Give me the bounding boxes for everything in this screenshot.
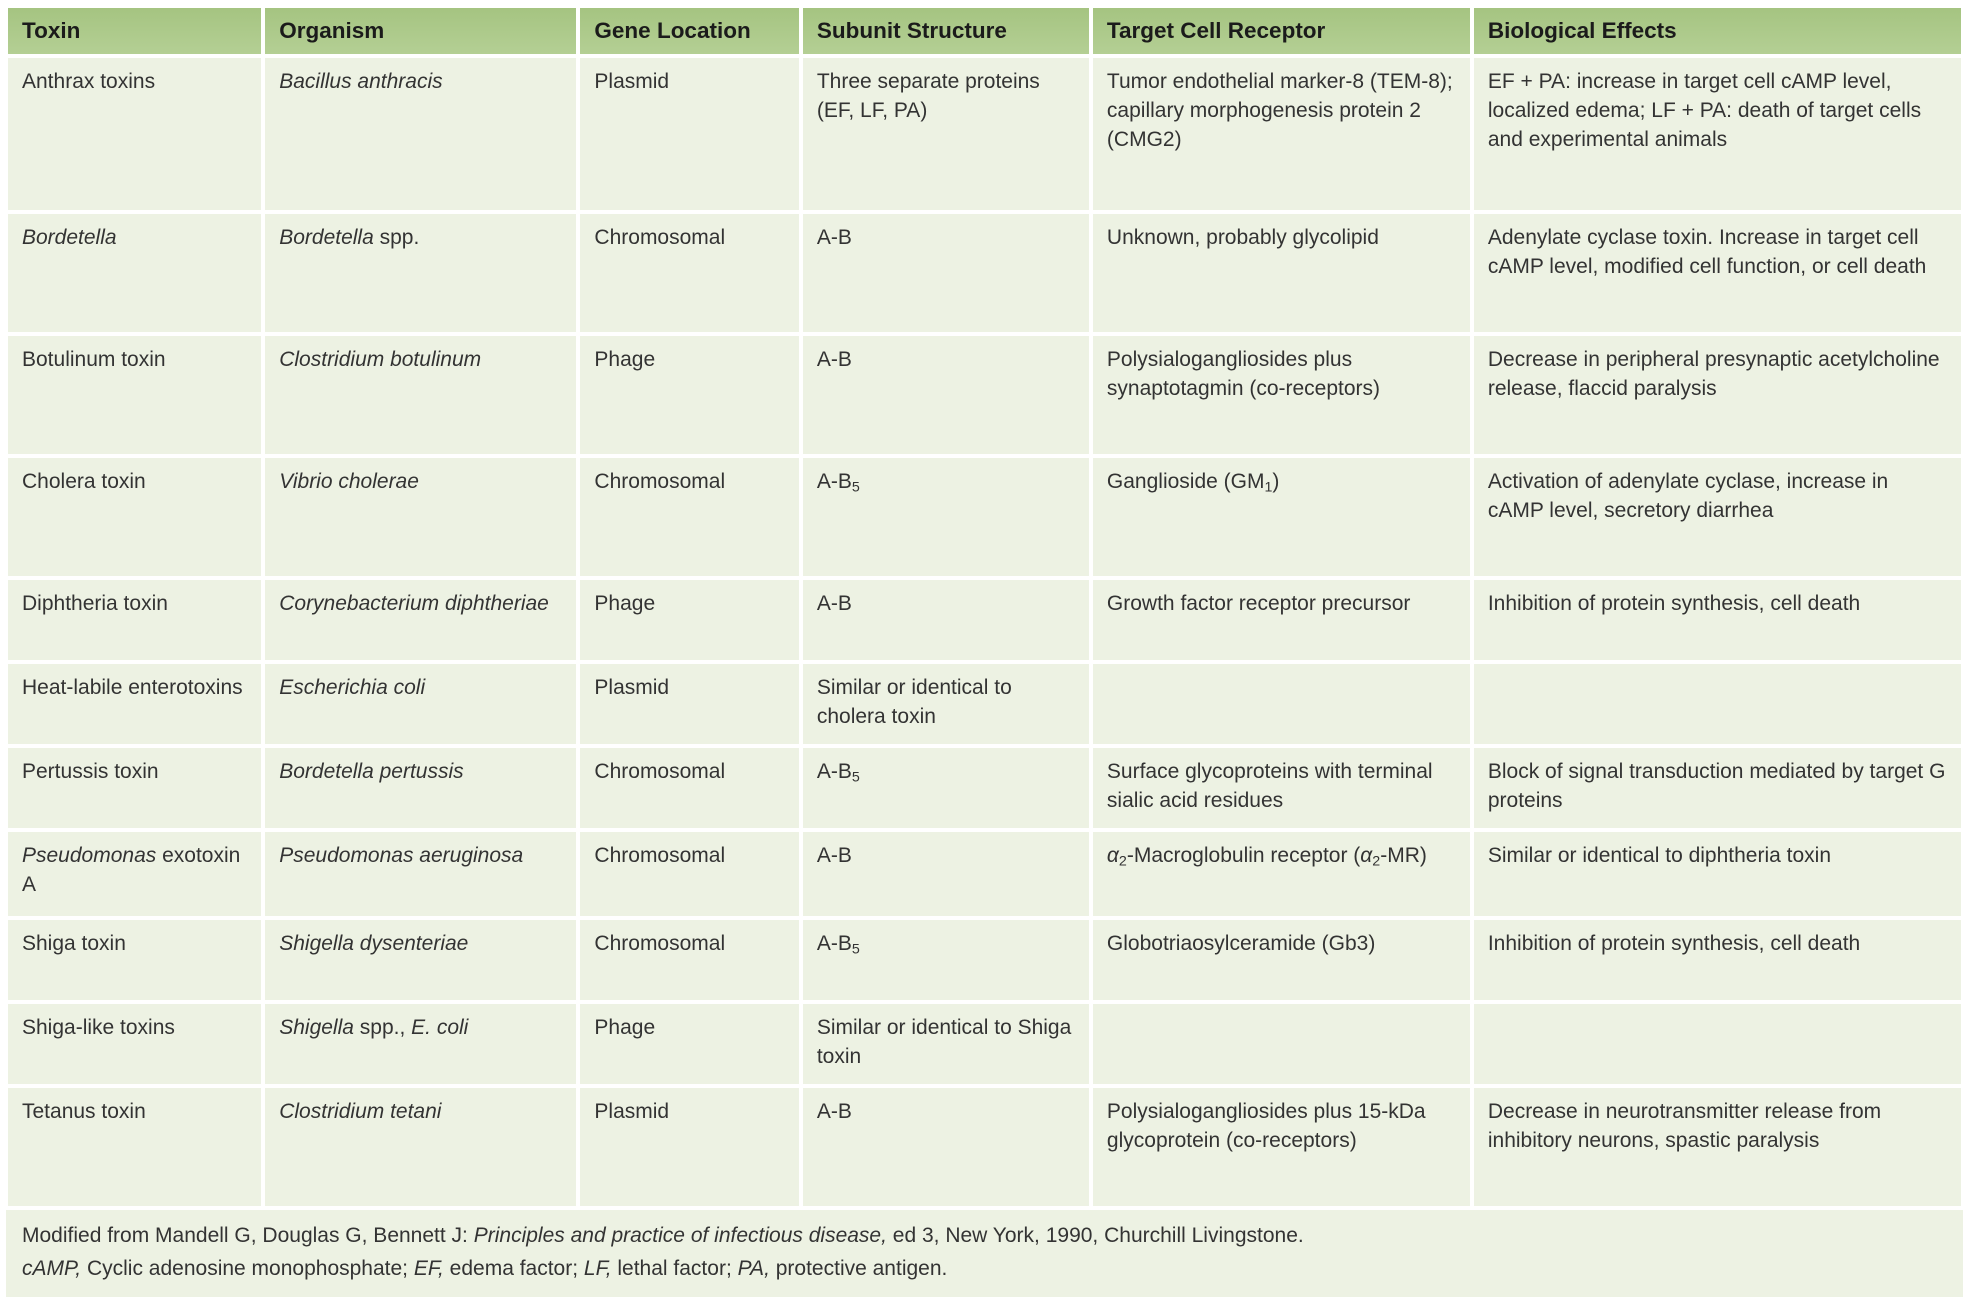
table-body: [8, 58, 1961, 1206]
table-cell: Phage: [580, 580, 798, 660]
table-cell: Shiga toxin: [8, 920, 261, 1000]
table-cell: Tetanus toxin: [8, 1088, 261, 1206]
table-row: [8, 214, 1961, 332]
table-cell: Anthrax toxins: [8, 58, 261, 210]
table-cell: Escherichia coli: [265, 664, 576, 744]
table-cell: Decrease in peripheral presynaptic acetylcholine release, flaccid paralysis: [1474, 336, 1961, 454]
table-cell: Clostridium tetani: [265, 1088, 576, 1206]
table-cell: Surface glycoproteins with terminal sialic acid residues: [1093, 748, 1470, 828]
table-cell: Decrease in neurotransmitter release from inhibitory neurons, spastic paralysis: [1474, 1088, 1961, 1206]
table-cell: Chromosomal: [580, 832, 798, 916]
table-cell: Shiga-like toxins: [8, 1004, 261, 1084]
table-cell: EF + PA: increase in target cell cAMP level, localized edema; LF + PA: death of target cells and experimental animals: [1474, 58, 1961, 210]
table-cell: Unknown, probably glycolipid: [1093, 214, 1470, 332]
table-cell: Plasmid: [580, 664, 798, 744]
table-cell: Chromosomal: [580, 920, 798, 1000]
table-cell: Bordetella: [8, 214, 261, 332]
column-header: Biological Effects: [1474, 8, 1961, 54]
table-cell: Shigella dysenteriae: [265, 920, 576, 1000]
toxin-table: [4, 4, 1965, 1210]
table-cell: Bacillus anthracis: [265, 58, 576, 210]
table-cell: Block of signal transduction mediated by target G proteins: [1474, 748, 1961, 828]
table-cell: Chromosomal: [580, 748, 798, 828]
footnote-source: Modified from Mandell G, Douglas G, Bennett J: Principles and practice of infectious disease, ed 3, New York, 1990, Churchill Livingstone.: [22, 1224, 1304, 1247]
table-cell: Plasmid: [580, 1088, 798, 1206]
table-row: [8, 580, 1961, 660]
table-cell: Pertussis toxin: [8, 748, 261, 828]
column-header: Organism: [265, 8, 576, 54]
table-cell: Bordetella spp.: [265, 214, 576, 332]
table-cell: Similar or identical to diphtheria toxin: [1474, 832, 1961, 916]
table-header-row: [8, 8, 1961, 54]
table-cell: Pseudomonas aeruginosa: [265, 832, 576, 916]
table-cell: Cholera toxin: [8, 458, 261, 576]
table-cell: Ganglioside $(GM_1)$: [1093, 458, 1470, 576]
table-cell: [1093, 1004, 1470, 1084]
table-cell: Chromosomal: [580, 214, 798, 332]
footnotes: [6, 1210, 1963, 1297]
table-cell: A-B: [803, 214, 1089, 332]
table-cell: Phage: [580, 336, 798, 454]
table-cell: Globotriaosylceramide (Gb3): [1093, 920, 1470, 1000]
table-cell: Activation of adenylate cyclase, increase in cAMP level, secretory diarrhea: [1474, 458, 1961, 576]
table-cell: Phage: [580, 1004, 798, 1084]
column-header: Gene Location: [580, 8, 798, 54]
table-cell: Vibrio cholerae: [265, 458, 576, 576]
table-cell: Polysialogangliosides plus synaptotagmin (co-receptors): [1093, 336, 1470, 454]
table-cell: A-B: [803, 580, 1089, 660]
table-cell: Diphtheria toxin: [8, 580, 261, 660]
footnote-abbreviations: cAMP, Cyclic adenosine monophosphate; EF, edema factor; LF, lethal factor; PA, protective antigen.: [22, 1256, 948, 1280]
column-header: Toxin: [8, 8, 261, 54]
table-cell: [1474, 1004, 1961, 1084]
table-cell: Shigella spp., E. coli: [265, 1004, 576, 1084]
table-cell: [1093, 664, 1470, 744]
table-cell: Inhibition of protein synthesis, cell death: [1474, 920, 1961, 1000]
table-cell: Corynebacterium diphtheriae: [265, 580, 576, 660]
table-cell: Clostridium botulinum: [265, 336, 576, 454]
table-cell: Plasmid: [580, 58, 798, 210]
table-row: [8, 1088, 1961, 1206]
table-cell: Botulinum toxin: [8, 336, 261, 454]
table-cell: Tumor endothelial marker-8 (TEM-8); capillary morphogenesis protein 2 (CMG2): [1093, 58, 1470, 210]
table-row: [8, 58, 1961, 210]
table-cell: $\alpha_2$-Macroglobulin receptor $(\alpha_2-MR)$: [1093, 832, 1470, 916]
table-cell: $A-B_5$: [803, 458, 1089, 576]
table-cell: Chromosomal: [580, 458, 798, 576]
table-cell: $A-B_5$: [803, 920, 1089, 1000]
table-row: [8, 748, 1961, 828]
table-row: [8, 336, 1961, 454]
table-cell: Similar or identical to Shiga toxin: [803, 1004, 1089, 1084]
table-cell: Heat-labile enterotoxins: [8, 664, 261, 744]
table-row: [8, 832, 1961, 916]
table-row: [8, 920, 1961, 1000]
table-cell: Polysialogangliosides plus 15-kDa glycoprotein (co-receptors): [1093, 1088, 1470, 1206]
table-cell: Adenylate cyclase toxin. Increase in target cell cAMP level, modified cell function, or cell death: [1474, 214, 1961, 332]
table-cell: $A-B_5$: [803, 748, 1089, 828]
table-cell: Growth factor receptor precursor: [1093, 580, 1470, 660]
table-cell: Pseudomonas exotoxin A: [8, 832, 261, 916]
column-header: Target Cell Receptor: [1093, 8, 1470, 54]
table-cell: A-B: [803, 832, 1089, 916]
column-header: Subunit Structure: [803, 8, 1089, 54]
table-cell: [1474, 664, 1961, 744]
table-row: [8, 1004, 1961, 1084]
table-row: [8, 458, 1961, 576]
table-cell: Bordetella pertussis: [265, 748, 576, 828]
table-cell: Three separate proteins (EF, LF, PA): [803, 58, 1089, 210]
table-cell: Inhibition of protein synthesis, cell death: [1474, 580, 1961, 660]
table-row: [8, 664, 1961, 744]
table-cell: A-B: [803, 1088, 1089, 1206]
table-cell: Similar or identical to cholera toxin: [803, 664, 1089, 744]
table-cell: A-B: [803, 336, 1089, 454]
